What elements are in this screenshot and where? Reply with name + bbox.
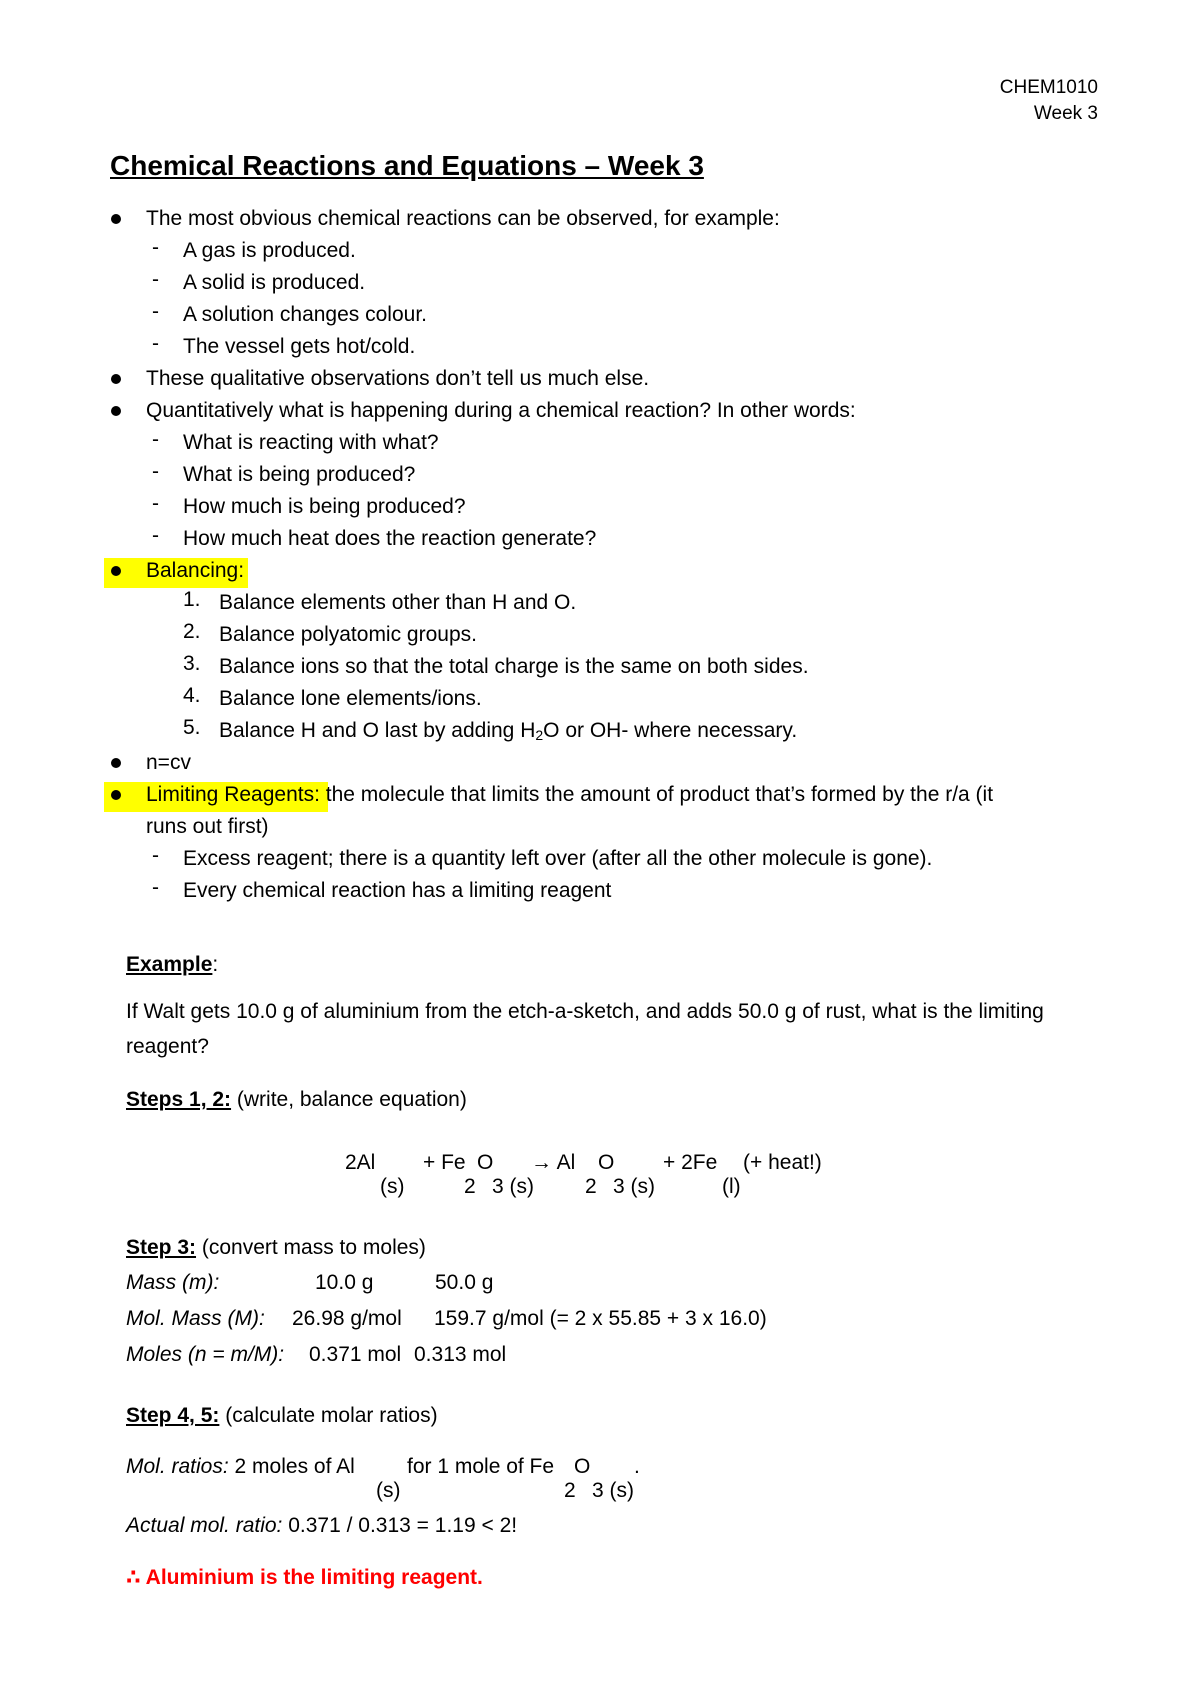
step-number: 5. [183, 716, 201, 739]
steps-label: Steps 1, 2: [126, 1088, 232, 1111]
conclusion: ∴ Aluminium is the limiting reagent. [126, 1566, 483, 1589]
course-code: CHEM1010 [999, 77, 1098, 98]
steps-text: (write, balance equation) [231, 1088, 467, 1111]
eq-sub: 3 (s) [492, 1175, 534, 1198]
balance-step: Balance ions so that the total charge is the same on both sides. [219, 655, 809, 678]
example-heading [126, 950, 218, 980]
actual-ratio [126, 1511, 517, 1541]
eq-o2: O [598, 1151, 615, 1174]
sub-item: How much is being produced? [183, 495, 466, 518]
bullet-2: These qualitative observations don’t tell us much else. [146, 367, 650, 390]
ratio-state: (s) [376, 1479, 401, 1502]
molmass-label: Mol. Mass (M): [126, 1307, 265, 1330]
bullet-6 [146, 780, 993, 810]
dash-marker: - [152, 332, 159, 355]
ratio-line [126, 1452, 355, 1482]
moles-al: 0.371 mol [309, 1343, 402, 1366]
step5-tail: O or OH- where necessary. [543, 719, 798, 742]
page-header [1000, 75, 1098, 127]
sub-item: How much heat does the reaction generate? [183, 527, 597, 550]
bullet-dot [111, 790, 121, 800]
dash-marker: - [152, 460, 159, 483]
balance-step: Balance elements other than H and O. [219, 591, 577, 614]
eq-2fe: + 2Fe [663, 1151, 718, 1174]
bullet-dot [111, 406, 121, 416]
mass-label: Mass (m): [126, 1271, 220, 1294]
sub-item: Excess reagent; there is a quantity left over (after all the other molecule is gone). [183, 847, 933, 870]
balancing-heading: Balancing: [146, 559, 245, 582]
subscript: 2 [535, 727, 544, 743]
bullet-6-cont: runs out first) [146, 815, 269, 838]
bullet-dot [111, 566, 121, 576]
step-number: 4. [183, 684, 201, 707]
eq-sub: 3 (s) [613, 1175, 655, 1198]
sub-item: What is reacting with what? [183, 431, 439, 454]
balance-step: Balance lone elements/ions. [219, 687, 482, 710]
eq-heat: (+ heat!) [743, 1151, 822, 1174]
dash-marker: - [152, 524, 159, 547]
eq-arrow-al: → Al [531, 1151, 576, 1174]
ratio-a: 2 moles of Al [228, 1455, 355, 1478]
sub-item: A solution changes colour. [183, 303, 428, 326]
dash-marker: - [152, 236, 159, 259]
ratio-sub: 3 (s) [592, 1479, 634, 1502]
ratio-label: Mol. ratios: [126, 1455, 229, 1478]
mass-fe: 50.0 g [435, 1271, 494, 1294]
eq-state: (l) [722, 1175, 741, 1198]
mass-al: 10.0 g [315, 1271, 374, 1294]
step45-text: (calculate molar ratios) [219, 1404, 438, 1427]
dash-marker: - [152, 492, 159, 515]
moles-label: Moles (n = m/M): [126, 1343, 285, 1366]
dash-marker: - [152, 268, 159, 291]
limiting-reagents-text: the molecule that limits the amount of product that’s formed by the r/a (it [319, 783, 994, 806]
dash-marker: - [152, 844, 159, 867]
balance-step-5 [219, 716, 797, 750]
week-label: Week 3 [1033, 103, 1098, 124]
moles-fe: 0.313 mol [414, 1343, 507, 1366]
example-label: Example [126, 953, 213, 976]
page-title: Chemical Reactions and Equations – Week 3 [110, 150, 704, 181]
eq-state: (s) [380, 1175, 405, 1198]
sub-item: A solid is produced. [183, 271, 366, 294]
step-number: 3. [183, 652, 201, 675]
ratio-o: O [574, 1455, 591, 1478]
sub-item: Every chemical reaction has a limiting reagent [183, 879, 612, 902]
eq-sub: 2 [585, 1175, 597, 1198]
eq-o: O [477, 1151, 494, 1174]
sub-item: A gas is produced. [183, 239, 356, 262]
dash-marker: - [152, 876, 159, 899]
bullet-3: Quantitatively what is happening during a chemical reaction? In other words: [146, 399, 856, 422]
example-colon: : [212, 953, 219, 976]
eq-fe: + Fe [423, 1151, 466, 1174]
steps-1-2 [126, 1085, 467, 1115]
bullet-dot [111, 374, 121, 384]
ratio-sub: 2 [564, 1479, 576, 1502]
limiting-reagents-label: Limiting Reagents: [146, 783, 320, 806]
question-line-2: reagent? [126, 1035, 209, 1058]
eq-2al: 2Al [345, 1151, 376, 1174]
bullet-5: n=cv [146, 751, 191, 774]
step3-text: (convert mass to moles) [196, 1236, 426, 1259]
balance-step: Balance polyatomic groups. [219, 623, 477, 646]
bullet-dot [111, 214, 121, 224]
actual-text: 0.371 / 0.313 = 1.19 < 2! [282, 1514, 518, 1537]
step-3 [126, 1233, 426, 1263]
step-4-5 [126, 1401, 438, 1431]
bullet-1: The most obvious chemical reactions can be observed, for example: [146, 207, 780, 230]
sub-item: What is being produced? [183, 463, 416, 486]
dash-marker: - [152, 300, 159, 323]
dash-marker: - [152, 428, 159, 451]
step-number: 2. [183, 620, 201, 643]
step3-label: Step 3: [126, 1236, 197, 1259]
actual-label: Actual mol. ratio: [126, 1514, 283, 1537]
ratio-b: for 1 mole of Fe [407, 1455, 555, 1478]
step-number: 1. [183, 588, 201, 611]
molmass-fe: 159.7 g/mol (= 2 x 55.85 + 3 x 16.0) [434, 1307, 767, 1330]
step5-text: Balance H and O last by adding H [219, 719, 536, 742]
eq-sub: 2 [464, 1175, 476, 1198]
sub-item: The vessel gets hot/cold. [183, 335, 416, 358]
bullet-dot [111, 758, 121, 768]
ratio-dot: . [634, 1455, 640, 1478]
molmass-al: 26.98 g/mol [292, 1307, 402, 1330]
step45-label: Step 4, 5: [126, 1404, 220, 1427]
question-line-1: If Walt gets 10.0 g of aluminium from the etch-a-sketch, and adds 50.0 g of rust, what is the limiting [126, 1000, 1044, 1023]
